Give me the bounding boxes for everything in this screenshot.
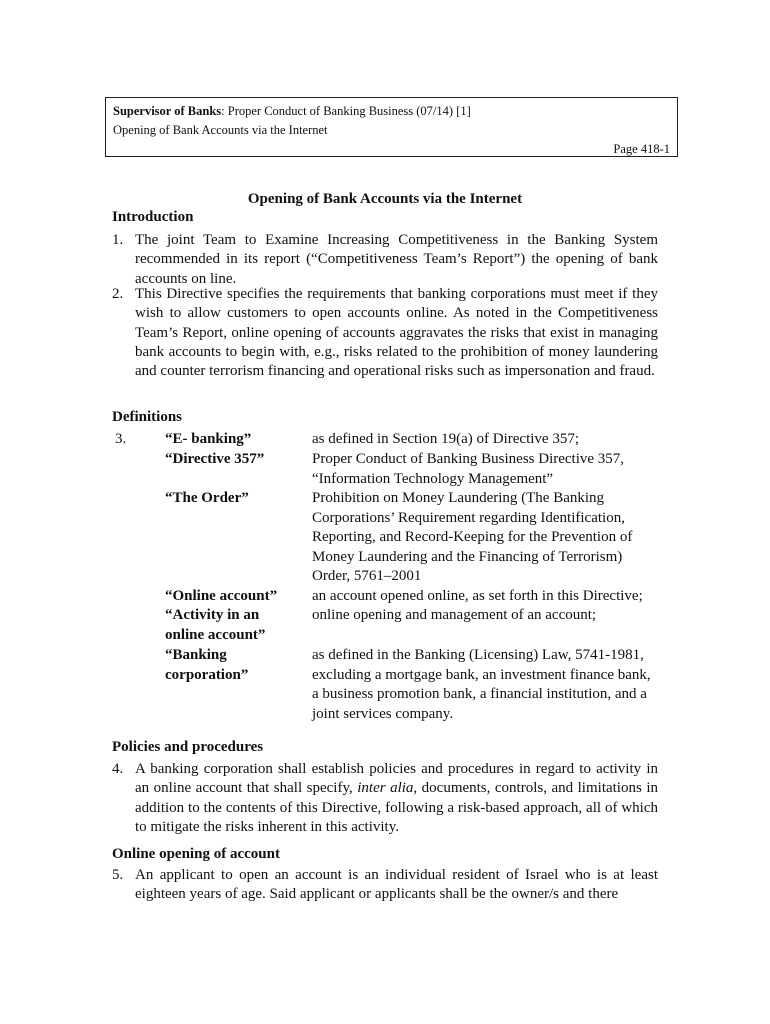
item-number: 5. <box>112 867 124 883</box>
item-text: The joint Team to Examine Increasing Competitiveness in the Banking System recommended in its report (“Competitiveness Team’s Report”) the opening of bank accounts on line. <box>135 232 658 287</box>
definition-term: “E- banking” <box>165 431 252 447</box>
item-number: 2. <box>112 286 124 302</box>
header-line-1 <box>113 102 670 121</box>
item-text <box>135 760 658 837</box>
italic-term: inter alia, <box>357 780 418 797</box>
document-title: Opening of Bank Accounts via the Internet <box>247 191 523 207</box>
definition-text: as defined in the Banking (Licensing) Law, 5741-1981, excluding a mortgage bank, an investment finance bank, a business promotion bank, a financial institution, and a joint services company. <box>312 647 651 722</box>
intro-item-1 <box>112 231 658 289</box>
header-page-number: Page 418-1 <box>613 142 670 156</box>
definition-term: “Activity in an online account” <box>165 607 266 643</box>
page-header <box>105 97 678 157</box>
definition-text: online opening and management of an account; <box>312 607 597 623</box>
definition-term: “The Order” <box>165 490 249 506</box>
intro-item-2 <box>112 285 658 381</box>
online-opening-item <box>112 866 658 905</box>
definitions-heading: Definitions <box>112 409 183 425</box>
definition-term: “Online account” <box>165 588 278 604</box>
item-text: An applicant to open an account is an individual resident of Israel who is at least eighteen years of age. Said applicant or applicants shall be the owner/s and there <box>135 867 658 903</box>
header-directive: : Proper Conduct of Banking Business (07/14) [1] <box>221 104 471 118</box>
policies-item <box>112 760 658 837</box>
item-number: 4. <box>112 761 124 777</box>
definition-term: “Banking corporation” <box>165 647 249 683</box>
introduction-heading: Introduction <box>112 209 194 225</box>
item-number: 1. <box>112 232 124 248</box>
online-opening-heading: Online opening of account <box>112 846 280 862</box>
text-part: documents, controls, and limitations in addition to the contents of this Directive, following a risk-based approach, all of which to mitigate the risks inherent in this activity. <box>135 780 658 835</box>
definition-term: “Directive 357” <box>165 451 265 467</box>
header-supervisor: Supervisor of Banks <box>113 104 222 118</box>
policies-heading: Policies and procedures <box>112 739 264 755</box>
definitions-number: 3. <box>115 431 127 447</box>
item-text: This Directive specifies the requirements that banking corporations must meet if they wish to allow customers to open accounts online. As noted in the Competitiveness Team’s Report, online opening of accounts aggravates the risks that exist in managing bank accounts to begin with, e.g., risks related to the prohibition of money laundering and counter terrorism financing and operational risks such as impersonation and fraud. <box>135 286 658 380</box>
header-line-2: Opening of Bank Accounts via the Internet <box>113 123 328 137</box>
text-part: A banking corporation shall establish policies and procedures in regard to activity in an online account that shall specify, <box>135 761 658 797</box>
definition-text: Prohibition on Money Laundering (The Banking Corporations’ Requirement regarding Identification, Reporting, and Record-Keeping for the Prevention of Money Laundering and the Financing of Terrorism) Order, 5761–2001 <box>312 490 633 584</box>
definition-text: Proper Conduct of Banking Business Directive 357, “Information Technology Management” <box>312 451 625 487</box>
definition-text: an account opened online, as set forth in this Directive; <box>312 588 643 604</box>
definition-text: as defined in Section 19(a) of Directive 357; <box>312 431 579 447</box>
